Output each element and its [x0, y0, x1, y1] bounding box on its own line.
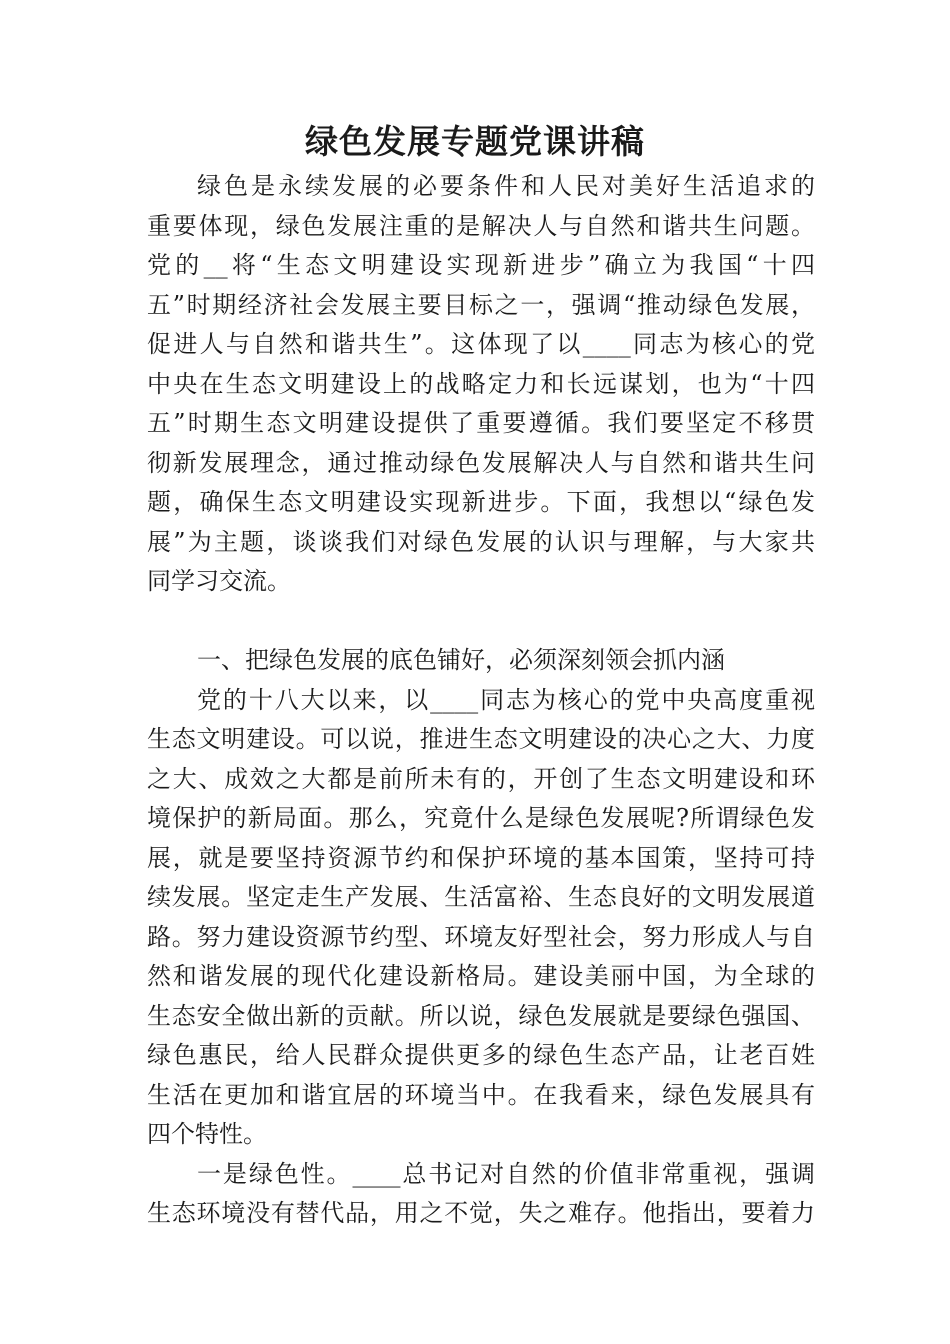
blank-line — [147, 602, 815, 642]
text-line: 续发展。坚定走生产发展、生活富裕、生态良好的文明发展道 — [147, 883, 815, 911]
text-line: 同学习交流。 — [147, 567, 291, 595]
text-line: 境保护的新局面。那么，究竟什么是绿色发展呢?所谓绿色发 — [147, 804, 815, 832]
text-line: 之大、成效之大都是前所未有的，开创了生态文明建设和环 — [147, 764, 815, 793]
document-body — [147, 167, 815, 1234]
text-line: 党的十八大以来，以____同志为核心的党中央高度重视 — [197, 685, 815, 714]
text-line: 生态文明建设。可以说，推进生态文明建设的决心之大、力度 — [147, 725, 815, 753]
text-line: 生态安全做出新的贡献。所以说，绿色发展就是要绿色强国、 — [147, 1001, 815, 1030]
text-line: 彻新发展理念，通过推动绿色发展解决人与自然和谐共生问 — [147, 448, 815, 477]
text-line: 四个特性。 — [147, 1120, 267, 1148]
text-line: 一是绿色性。____总书记对自然的价值非常重视，强调 — [197, 1159, 815, 1188]
text-line: 重要体现，绿色发展注重的是解决人与自然和谐共生问题。 — [147, 211, 815, 240]
text-line: 绿色是永续发展的必要条件和人民对美好生活追求的 — [197, 172, 815, 200]
text-line: 中央在生态文明建设上的战略定力和长远谋划，也为“十四 — [147, 369, 815, 398]
text-line: 题，确保生态文明建设实现新进步。下面，我想以“绿色发 — [147, 488, 815, 516]
text-line: 展，就是要坚持资源节约和保护环境的基本国策，坚持可持 — [147, 843, 815, 872]
text-line: 五”时期经济社会发展主要目标之一，强调“推动绿色发展， — [147, 290, 815, 319]
text-line: 一、把绿色发展的底色铺好，必须深刻领会抓内涵 — [197, 646, 725, 674]
text-line: 绿色惠民，给人民群众提供更多的绿色生态产品，让老百姓 — [147, 1041, 815, 1069]
text-line: 生态环境没有替代品，用之不觉，失之难存。他指出，要着力 — [147, 1199, 815, 1227]
text-line: 党的__将“生态文明建设实现新进步”确立为我国“十四 — [147, 251, 815, 279]
text-line: 路。努力建设资源节约型、环境友好型社会，努力形成人与自 — [147, 922, 815, 951]
text-line: 生活在更加和谐宜居的环境当中。在我看来，绿色发展具有 — [147, 1080, 815, 1109]
page-title: 绿色发展专题党课讲稿 — [305, 122, 645, 161]
text-line: 展”为主题，谈谈我们对绿色发展的认识与理解，与大家共 — [147, 527, 815, 556]
text-line: 促进人与自然和谐共生”。这体现了以____同志为核心的党 — [147, 330, 815, 358]
text-line: 五”时期生态文明建设提供了重要遵循。我们要坚定不移贯 — [147, 409, 815, 437]
text-line: 然和谐发展的现代化建设新格局。建设美丽中国，为全球的 — [147, 962, 815, 990]
